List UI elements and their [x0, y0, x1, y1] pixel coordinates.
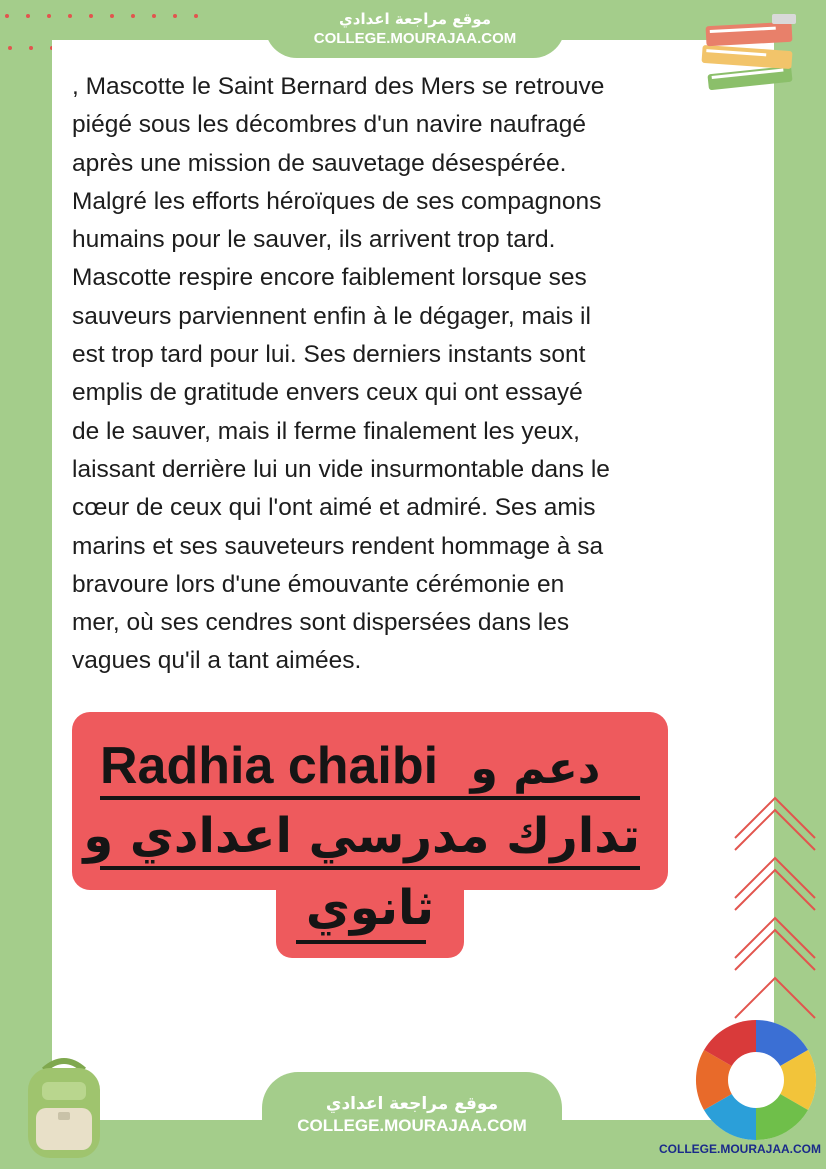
article-line: de le sauver, mais il ferme finalement les yeux,	[72, 417, 580, 445]
dot	[89, 14, 93, 18]
promo-line-3: ثانوي	[305, 880, 435, 936]
article-line: vagues qu'il a tant aimées.	[72, 647, 362, 675]
article-line: , Mascotte le Saint Bernard des Mers se retrouve	[72, 73, 605, 100]
dot	[110, 14, 114, 18]
article-line: après une mission de sauvetage désespérée.	[72, 149, 567, 177]
dot	[131, 14, 135, 18]
article-line: cœur de ceux qui l'ont aimé et admiré. Ses amis	[72, 494, 596, 522]
dot	[47, 14, 51, 18]
dot	[8, 46, 12, 50]
article-line: humains pour le sauver, ils arrivent trop tard.	[72, 226, 556, 254]
article-line: sauveurs parviennent enfin à le dégager, mais il	[72, 302, 591, 330]
article-line: est trop tard pour lui. Ses derniers instants sont	[72, 341, 586, 369]
article-line: piégé sous les décombres d'un navire naufragé	[72, 111, 587, 139]
footer-site-url[interactable]: COLLEGE.MOURAJAA.COM	[297, 1116, 527, 1135]
article-line: Malgré les efforts héroïques de ses compagnons	[72, 187, 602, 215]
article-line: mer, où ses cendres sont dispersées dans les	[72, 609, 570, 637]
article-text	[72, 68, 732, 681]
logo-caption: COLLEGE.MOURAJAA.COM	[659, 1142, 821, 1156]
header-banner	[265, 0, 565, 58]
article-line: marins et ses sauveteurs rendent hommage à sa	[72, 532, 604, 560]
school-logo-icon	[694, 1018, 818, 1142]
dot	[26, 14, 30, 18]
footer-site-name: موقع مراجعة اعدادي	[325, 1094, 499, 1114]
chevron-up-icon	[730, 790, 820, 1030]
footer-banner	[262, 1072, 562, 1169]
article-line: emplis de gratitude envers ceux qui ont essayé	[72, 379, 583, 407]
promo-line1-ar: دعم و	[470, 743, 601, 794]
dot	[68, 14, 72, 18]
promo-underline-3	[296, 940, 426, 944]
dot	[194, 14, 198, 18]
dot	[152, 14, 156, 18]
header-site-name: موقع مراجعة اعدادي	[339, 10, 491, 28]
dot	[5, 14, 9, 18]
promo-line-2: تدارك مدرسي اعدادي و	[83, 808, 640, 864]
article-line: laissant derrière lui un vide insurmontable dans le	[72, 455, 610, 483]
dot	[29, 46, 33, 50]
promo-underline-1	[100, 796, 640, 800]
article-line: Mascotte respire encore faiblement lorsque ses	[72, 264, 587, 292]
dot	[173, 14, 177, 18]
article-line: bravoure lors d'une émouvante cérémonie en	[72, 570, 565, 598]
promo-underline-2	[100, 866, 640, 870]
header-site-url[interactable]: COLLEGE.MOURAJAA.COM	[313, 30, 517, 47]
promo-name: Radhia chaibi	[100, 737, 439, 795]
backpack-icon	[14, 1052, 114, 1162]
promo-line-1	[100, 736, 600, 796]
